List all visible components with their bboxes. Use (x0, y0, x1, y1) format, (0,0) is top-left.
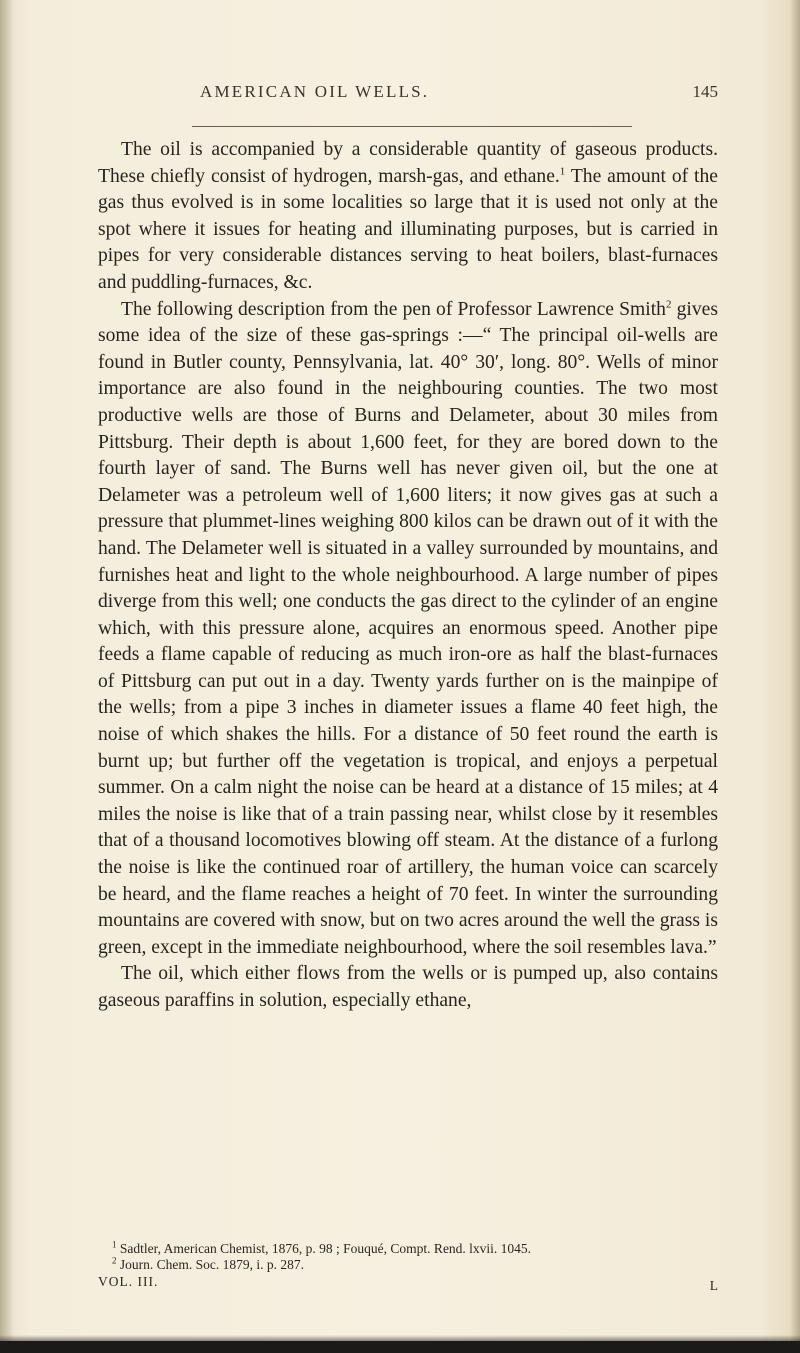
running-head: AMERICAN OIL WELLS. (200, 82, 430, 101)
paragraph-text: The oil, which either flows from the wells or is pumped up, also contains gaseous paraffins in solution, especially ethane, (98, 963, 718, 1011)
page-header (140, 82, 730, 110)
page-number: 145 (692, 82, 718, 101)
paragraph (98, 137, 718, 297)
footnotes (98, 1241, 718, 1272)
footnote-mark: 1 (112, 1239, 117, 1250)
footnote-text: Journ. Chem. Soc. 1879, i. p. 287. (116, 1256, 304, 1272)
scan-bottom-edge (0, 1341, 800, 1353)
signature-mark: L (709, 1278, 718, 1293)
paragraph (98, 297, 718, 962)
paragraph-text: The following description from the pen of Professor Lawrence Smith (121, 298, 666, 320)
footnote-reference: 2 (665, 298, 672, 311)
signature-line (98, 1274, 718, 1294)
footnote-text: Sadtler, American Chemist, 1876, p. 98 ; Fouqué, Compt. Rend. lxvii. 1045. (116, 1241, 532, 1256)
page-edge-shadow (790, 0, 800, 1353)
volume-label: VOL. III. (98, 1274, 159, 1289)
header-rule (192, 126, 632, 127)
paragraph (98, 961, 718, 1014)
footnote-reference: 1 (559, 165, 566, 178)
footnote-mark: 2 (112, 1255, 117, 1265)
paragraph-text: The oil is accompanied by a considerable quantity of gaseous products. These chiefly consist of hydrogen, marsh-gas, and ethane. (98, 139, 718, 187)
binding-shadow (0, 0, 14, 1353)
footnote-2 (98, 1257, 718, 1273)
footnote-1 (98, 1241, 718, 1257)
body-text (98, 137, 718, 1015)
paragraph-text: gives some idea of the size of these gas-springs :—“ The principal oil-wells are found in Butler county, Pennsylvania, lat. 40° 30′, long. 80°. Wells of minor importance are also found in the neighbouring counties. The two most productive wells are those of Burns and Delameter, about 30 miles from Pittsburg. Their depth is about 1,600 feet, for they are bored down to the fourth layer of sand. The Burns well has never given oil, but the one at Delameter was a petroleum well of 1,600 liters; it now gives gas at such a pressure that plummet-lines weighing 800 kilos can be drawn out of it with the hand. The Delameter well is situated in a valley surrounded by mountains, and furnishes heat and light to the whole neighbourhood. A large number of pipes diverge from this well; one conducts the gas direct to the cylinder of an engine which, with this pressure alone, acquires an enormous speed. Another pipe feeds a flame capable of reducing as much iron-ore as half the blast-furnaces of Pittsburg can put out in a day. Twenty yards further on is the mainpipe of the wells; from a pipe 3 inches in diameter issues a flame 40 feet high, the noise of which shakes the hills. For a distance of 50 feet round the earth is burnt up; but further off the vegetation is tropical, and enjoys a perpetual summer. On a calm night the noise can be heard at a distance of 15 miles; at 4 miles the noise is like that of a train passing near, whilst close by it resembles that of a thousand locomotives blowing off steam. At the distance of a furlong the noise is like the continued roar of artillery, the human voice can scarcely be heard, and the flame reaches a height of 70 feet. In winter the surrounding mountains are covered with snow, but on two acres around the well the grass is green, except in the immediate neighbourhood, where the soil resembles lava.” (98, 298, 718, 958)
paragraph-text: The amount of the gas thus evolved is in some localities so large that it is used not only at the spot where it issues for heating and illuminating purposes, but is carried in pipes for very considerable distances serving to heat boilers, blast-furnaces and puddling-furnaces, &c. (98, 165, 718, 293)
